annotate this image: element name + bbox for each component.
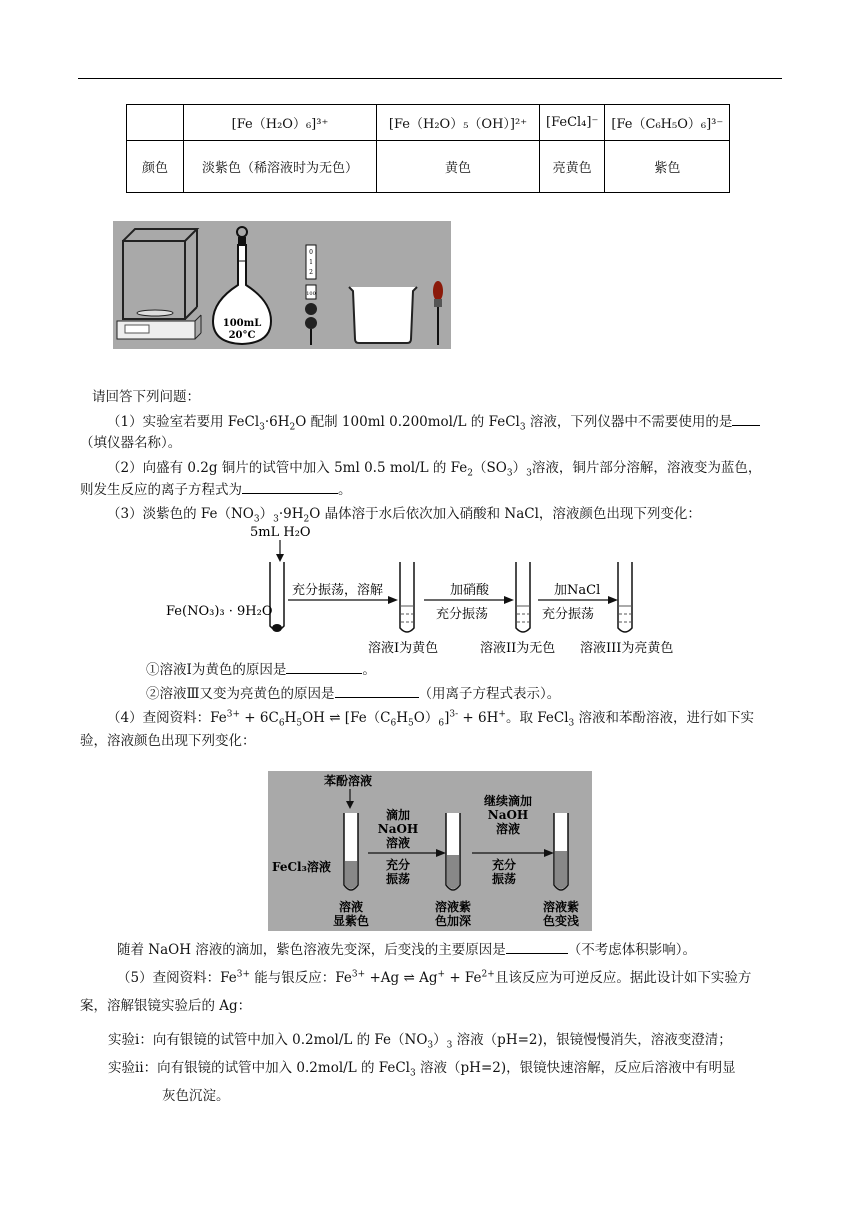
exp1-line [108,1030,732,1050]
q3-1-text: ①溶液Ⅰ为黄色的原因是 [146,662,287,678]
q3-line [107,504,701,524]
q3-2-answer-blank[interactable] [335,685,419,698]
a1-bottom-0: 充分 [385,858,411,872]
a1-top-2: 溶液 [385,836,411,850]
q1-text-d: 溶液，下列仪器中不需要使用的是 [525,414,733,430]
a2-bottom-1: 振荡 [491,872,517,886]
q2-text-d: 溶液，铜片部分溶解，溶液变为蓝色， [531,460,762,476]
a1-top-1: NaOH [377,822,419,836]
exp2-line-1 [108,1058,736,1078]
q4-text-i: 。取 FeCl [505,710,569,726]
solid-label: Fe(NO₃)₃ · 9H₂O [166,604,273,619]
exp2-line-2: 灰色沉淀。 [162,1088,230,1104]
sup: 2+ [481,969,495,980]
q3-text-d: O 晶体溶于水后依次加入硝酸和 NaCl，溶液颜色出现下列变化： [309,506,701,522]
q4-text-e: H [396,710,409,726]
phenol-label: 苯酚溶液 [324,774,373,788]
q3-2-end: （用离子方程式表示）。 [418,686,561,702]
q5-line-2: 案，溶解银镜实验后的 Ag： [80,998,252,1014]
sub: 3 [427,1040,434,1051]
q2-line-2 [80,480,352,500]
a2-bottom-0: 充分 [491,858,517,872]
sub: 6 [438,718,445,729]
q4-text-h: + 6H [458,710,499,726]
sub: 5 [408,718,414,729]
q1-text-b: ·6H [264,414,290,430]
q4-followup-text: 随着 NaOH 溶液的滴加，紫色溶液先变深，后变浅的主要原因是 [117,942,506,958]
sup: 3+ [236,969,250,980]
arrow3-top-label: 加NaCl [554,583,601,598]
q3-text-b: ） [259,506,274,522]
solution2-caption: 溶液II为无色 [480,641,556,656]
sup: + [498,709,506,720]
q5-text-e: 且该反应为可逆反应。据此设计如下实验方 [494,970,752,986]
pipette-mark-2: 2 [309,269,313,276]
q2-text-e: 则发生反应的离子方程式为 [80,482,242,498]
a2-top-1: NaOH [487,808,529,822]
instruments-drawing [113,221,451,349]
pipette-mark-0: 0 [309,249,313,256]
cell-color-3: 亮黄色 [540,141,605,193]
solution3-caption: 溶液III为亮黄色 [580,641,674,656]
exp2-text-a: 实验ⅱ：向有银镜的试管中加入 0.2mol/L 的 FeCl [108,1060,411,1076]
q1-line-2: （填仪器名称）。 [80,435,182,451]
q2-answer-blank[interactable] [242,481,338,494]
q5-text-b: 能与银反应：Fe [250,970,352,986]
tube-initial [270,562,284,630]
sub: 3 [410,1068,416,1079]
header-fe-c6h5o6: [Fe（C₆H₅O）₆]³⁻ [605,105,730,141]
header-fe-h2o5oh: [Fe（H₂O）₅（OH）]²⁺ [377,105,540,141]
header-rule [78,78,782,79]
header-fecl4: [FeCl₄]⁻ [540,105,605,141]
sub: 3 [259,422,265,433]
exp1-text-b: ） [433,1032,447,1048]
c1-1: 显紫色 [332,914,370,928]
water-label: 5mL H₂O [250,525,311,540]
q4-text-f: O） [413,710,439,726]
beaker-icon [349,287,417,343]
q4-text-g: ] [444,710,450,726]
sub: 3 [253,514,260,525]
q1-text-c: O 配制 100ml 0.200mol/L 的 FeCl [295,414,520,430]
sub: 6 [278,718,285,729]
q5-text-a: （5）查阅资料：Fe [117,970,237,986]
exp2-text-b: 溶液（pH=2)，银镜快速溶解，反应后溶液中有明显 [415,1060,736,1076]
q3-2-line [146,684,560,704]
sub: 3 [446,1040,453,1051]
c1-0: 溶液 [338,900,364,914]
q2-text-a: （2）向盛有 0.2g 铜片的试管中加入 5ml 0.5 mol/L 的 Fe [107,460,468,476]
q4-line-1 [107,708,754,728]
balance-icon [117,229,201,339]
q3-2-text: ②溶液Ⅲ又变为亮黄色的原因是 [146,686,335,702]
arrow2-top-label: 加硝酸 [450,583,490,598]
sub: 3 [526,468,532,479]
sub: 2 [467,468,474,479]
pipette-mark-100: 100 [306,291,316,297]
header-fe-h2o6: [Fe（H₂O）₆]³⁺ [184,105,377,141]
c2-0: 溶液紫 [434,900,472,914]
sup: 3+ [351,969,366,980]
q4-text-d: OH ⇌ [Fe（C [302,710,391,726]
sub: 3 [519,422,526,433]
sub: 6 [390,718,397,729]
intro-text: 请回答下列问题： [92,389,200,405]
cell-color-1: 淡紫色（稀溶液时为无色） [184,141,377,193]
sub: 2 [303,514,310,525]
fecl3-label: FeCl₃溶液 [272,860,331,874]
a1-bottom-1: 振荡 [385,872,411,886]
q2-line-1 [107,458,761,478]
exp1-text-a: 实验ⅰ：向有银镜的试管中加入 0.2mol/L 的 Fe（NO [108,1032,428,1048]
solution1-caption: 溶液I为黄色 [368,641,439,656]
q4-text-c: H [284,710,297,726]
c3-1: 色变浅 [542,914,580,928]
c2-1: 色加深 [434,914,472,928]
arrow3-bottom-label: 充分振荡 [542,607,595,622]
sup: + [437,969,446,980]
a2-top-0: 继续滴加 [483,794,533,808]
cell-color-4: 紫色 [605,141,730,193]
pipette-mark-1: 1 [309,259,313,266]
sub: 3 [568,718,575,729]
cell-color-2: 黄色 [377,141,540,193]
sup: 3+ [226,709,240,720]
flask-label-volume: 100mL [222,318,262,329]
arrow1-label: 充分振荡，溶解 [292,583,384,598]
sub: 3 [506,468,513,479]
q3-text-a: （3）淡紫色的 Fe（NO [107,506,254,522]
row-label-color: 颜色 [127,141,184,193]
q3-1-answer-blank[interactable] [286,661,362,674]
q2-text-b: （SO [473,460,507,476]
q1-line-1 [107,412,760,432]
phenol-experiment-drawing [268,771,592,931]
q4-text-b: + 6C [240,710,279,726]
c3-0: 溶液紫 [542,900,580,914]
q4-answer-blank[interactable] [506,941,568,954]
q3-1-line [146,660,376,680]
instruments-figure [113,221,451,349]
q5-text-d: + Fe [445,970,482,986]
sub: 3 [273,514,279,525]
exp1-text-c: 溶液（pH=2)，银镜慢慢消失，溶液变澄清； [452,1032,732,1048]
q4-followup-line [117,940,696,960]
sup: 3- [449,709,459,720]
complex-color-table [126,104,730,193]
q2-text-c: ） [512,460,527,476]
volumetric-flask-icon [213,227,271,344]
q3-1-end: 。 [362,662,376,678]
q3-text-c: ·9H [278,506,304,522]
phenol-experiment-figure [268,771,592,931]
sub: 2 [289,422,296,433]
q5-line-1 [117,968,751,988]
table-corner-cell [127,105,184,141]
q4-line-2: 验，溶液颜色出现下列变化： [80,733,256,749]
q1-answer-blank[interactable] [732,413,760,426]
sub: 5 [296,718,303,729]
pipette-icon [305,245,317,345]
q4-text-a: （4）查阅资料：Fe [107,710,227,726]
q4-followup-end: （不考虑体积影响）。 [567,942,697,958]
dissolution-figure [160,522,700,658]
q2-text-f: 。 [338,482,352,498]
q5-text-c: +Ag ⇌ Ag [365,970,438,986]
flask-label-temp: 20°C [228,330,256,341]
a2-top-2: 溶液 [495,822,521,836]
a1-top-0: 滴加 [385,808,411,822]
dropper-icon [433,281,443,345]
q1-text-a: （1）实验室若要用 FeCl [107,414,260,430]
q4-text-j: 溶液和苯酚溶液，进行如下实 [574,710,755,726]
arrow2-bottom-label: 充分振荡 [436,607,489,622]
